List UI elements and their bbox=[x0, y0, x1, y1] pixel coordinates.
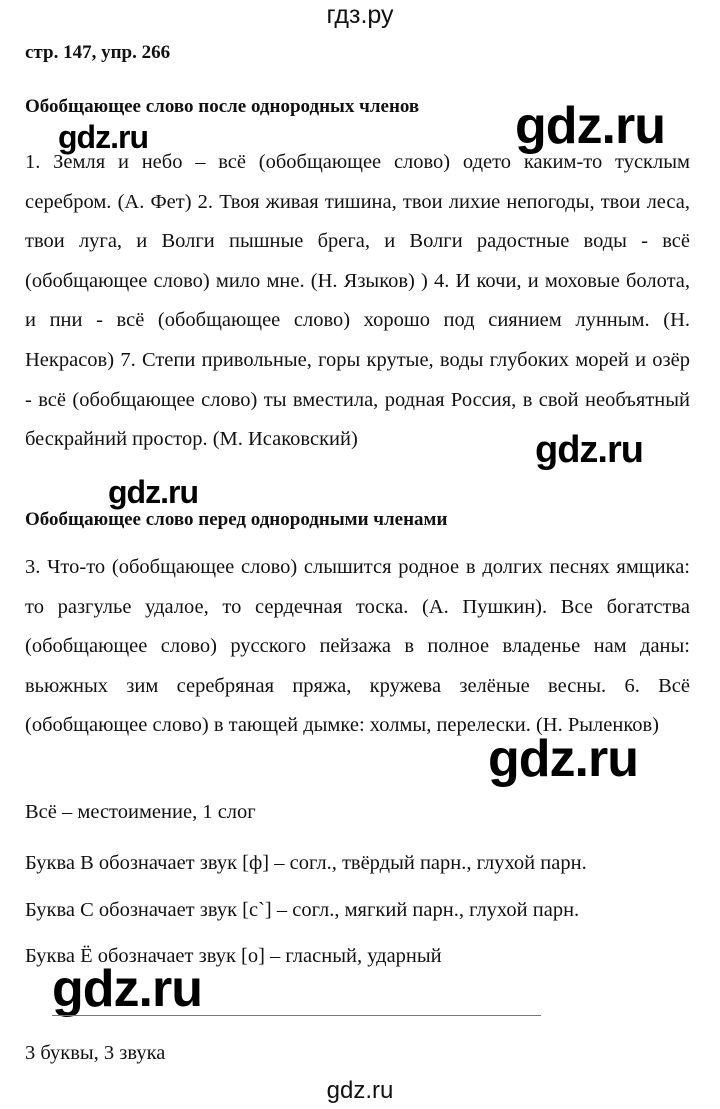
watermark: gdz.ru bbox=[108, 474, 198, 510]
divider bbox=[52, 1015, 541, 1016]
site-header-logo[interactable]: гдз.ру bbox=[326, 1, 394, 29]
watermark: gdz.ru bbox=[52, 960, 202, 1018]
page-title: стр. 147, упр. 266 bbox=[25, 42, 171, 63]
section-heading-before: Обобщающее слово перед однородными членами bbox=[25, 509, 448, 530]
watermark: gdz.ru bbox=[58, 119, 148, 155]
letter-analysis-line: Буква С обозначает звук [с`] – согл., мягкий парн., глухой парн. bbox=[25, 899, 580, 921]
section-text-after: 1. Земля и небо – всё (обобщающее слово) одето каким-то тусклым серебром. (А. Фет) 2. Твоя живая тишина, твои лихие непогоды, твои леса, твои луга, и Волги пышные брега, и Волги радостные воды - всё (обобщающее слово) мило мне. (Н. Языков) ) 4. И кочи, и моховые болота, и пни - всё (обобщающее слово) хорошо под сиянием лунным. (Н. Некрасов) 7. Степи привольные, горы крутые, воды глубоких морей и озёр - всё (обобщающее слово) ты вместила, родная Россия, в свой необъятный бескрайний простор. (М. Исаковский) bbox=[25, 151, 690, 451]
letter-analysis-line: Буква В обозначает звук [ф] – согл., твёрдый парн., глухой парн. bbox=[25, 852, 587, 874]
section-text-before: 3. Что-то (обобщающее слово) слышится родное в долгих песнях ямщика: то разгулье удалое, то сердечная тоска. (А. Пушкин). Все богатства (обобщающее слово) русского пейзажа в полное владенье нам даны: вьюжных зим серебряная пряжа, кружева зелёные весны. 6. Всё (обобщающее слово) в тающей дымке: холмы, перелески. (Н. Рыленков) bbox=[25, 556, 690, 737]
word-analysis: Всё – местоимение, 1 слог bbox=[25, 801, 256, 823]
watermark: gdz.ru bbox=[535, 429, 643, 471]
site-footer-logo[interactable]: gdz.ru bbox=[326, 1077, 394, 1104]
watermark: gdz.ru bbox=[488, 730, 638, 788]
watermark: gdz.ru bbox=[515, 97, 665, 155]
section-heading-after: Обобщающее слово после однородных членов bbox=[25, 96, 420, 117]
summary-line: 3 буквы, 3 звука bbox=[25, 1042, 166, 1064]
letter-analysis-line: Буква Ё обозначает звук [о] – гласный, ударный bbox=[25, 945, 442, 967]
